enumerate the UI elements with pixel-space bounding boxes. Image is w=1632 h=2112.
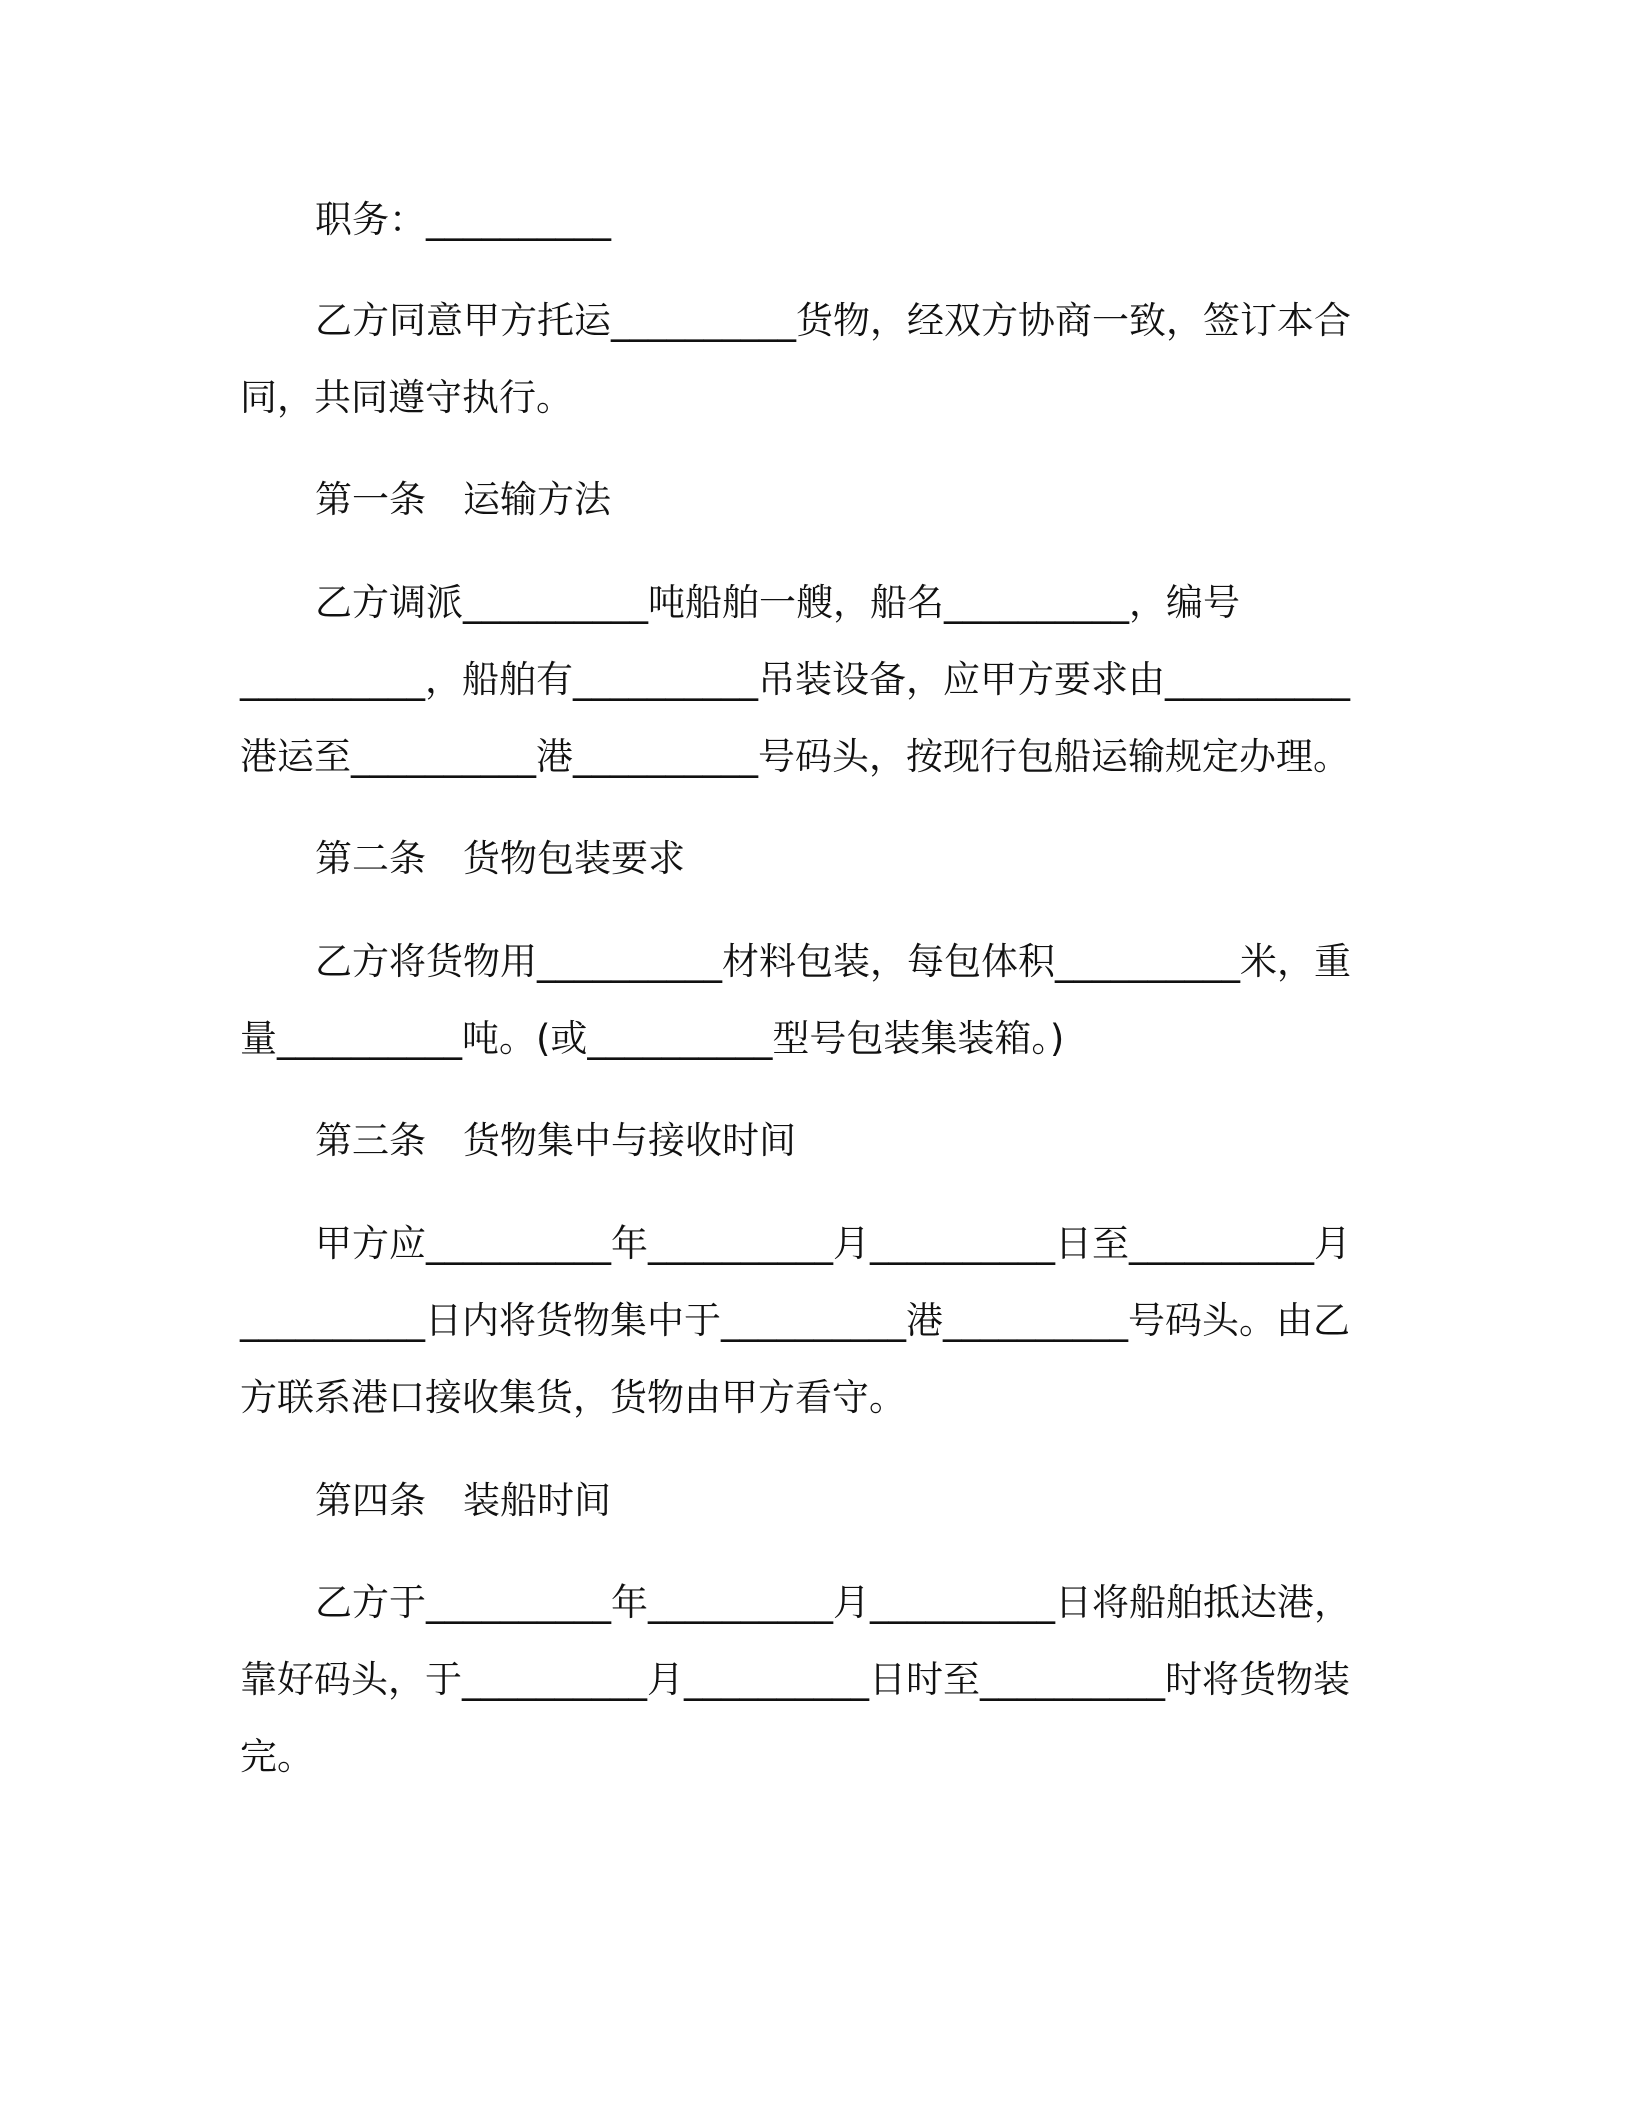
article-1-heading: 第一条 运输方法 — [315, 478, 611, 521]
article-2-heading: 第二条 货物包装要求 — [315, 837, 685, 880]
position-line: 职务：__________ — [315, 198, 611, 241]
article-4-text-line-2: 靠好码头，于__________月__________日时至__________时将货物装 — [240, 1658, 1350, 1701]
agreement-paragraph-line-2: 同，共同遵守执行。 — [240, 376, 573, 419]
article-1-text-line-1: 乙方调派__________吨船舶一艘，船名__________，编号 — [315, 581, 1240, 624]
article-4-text-line-1: 乙方于__________年__________月__________日将船舶抵达港， — [315, 1581, 1351, 1624]
article-1-text-line-2: __________，船舶有__________吊装设备，应甲方要求由__________ — [240, 658, 1350, 701]
article-2-text-line-2: 量__________吨。(或__________型号包装集装箱。) — [240, 1017, 1065, 1060]
article-3-text-line-3: 方联系港口接收集货，货物由甲方看守。 — [240, 1376, 906, 1419]
article-1-text-line-3: 港运至__________港__________号码头，按现行包船运输规定办理。 — [240, 735, 1350, 778]
article-4-text-line-3: 完。 — [240, 1735, 314, 1778]
article-3-text-line-1: 甲方应__________年__________月__________日至__________月 — [315, 1222, 1351, 1265]
article-4-heading: 第四条 装船时间 — [315, 1479, 611, 1522]
article-2-text-line-1: 乙方将货物用__________材料包装，每包体积__________米，重 — [315, 940, 1351, 983]
article-3-heading: 第三条 货物集中与接收时间 — [315, 1119, 796, 1162]
agreement-paragraph-line-1: 乙方同意甲方托运__________货物，经双方协商一致，签订本合 — [315, 299, 1351, 342]
article-3-text-line-2: __________日内将货物集中于__________港__________号码头。由乙 — [240, 1299, 1350, 1342]
